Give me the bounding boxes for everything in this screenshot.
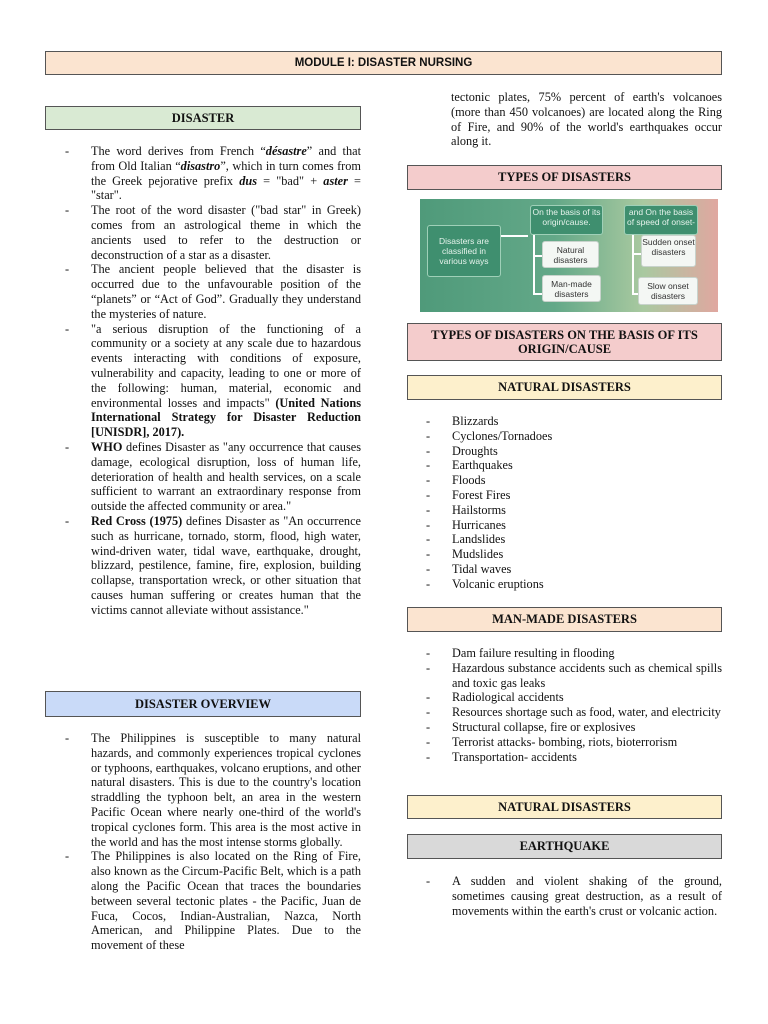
origin-cause-header: TYPES OF DISASTERS ON THE BASIS OF ITS ORIGIN/CAUSE [407,323,722,361]
list-item: - Cyclones/Tornadoes [426,429,722,444]
diagram-manmade-node: Man-made disasters [542,275,601,302]
diagram-slow-node: Slow onset disasters [638,277,698,305]
natural-disasters-header-2: NATURAL DISASTERS [407,795,722,819]
man-made-disasters-list [426,646,722,764]
list-item: - Floods [426,473,722,488]
list-item: - WHO defines Disaster as "any occurrence that causes damage, ecological disruption, loss of human life, deterioration of health and health services, on a scale sufficient to warrant an extraordinary response from outside the affected community or area." [65,440,361,514]
disaster-definition-list [65,144,361,618]
natural-disasters-header: NATURAL DISASTERS [407,375,722,400]
earthquake-header: EARTHQUAKE [407,834,722,859]
disaster-header: DISASTER [45,106,361,130]
diagram-speed-node: and On the basis of speed of onset- [624,205,698,235]
list-item: - Transportation- accidents [426,750,722,765]
list-item: - The ancient people believed that the disaster is occurred due to the unfavourable position of the “planets” or “Act of God”. Gradually they understand the mysteries of nature. [65,262,361,321]
man-made-disasters-header: MAN-MADE DISASTERS [407,607,722,632]
diagram-root-node: Disasters are classified in various ways [427,225,501,277]
list-item: - Structural collapse, fire or explosives [426,720,722,735]
list-item: - A sudden and violent shaking of the ground, sometimes causing great destruction, as a result of movements within the earth's crust or volcanic action. [426,874,722,918]
diagram-origin-node: On the basis of its origin/cause. [530,205,603,235]
list-item: - The word derives from French “désastre” and that from Old Italian “disastro”, which in turn comes from the Greek pejorative prefix dus = "bad" + aster = "star". [65,144,361,203]
list-item: - Hurricanes [426,518,722,533]
list-item: - Earthquakes [426,458,722,473]
list-item: - Red Cross (1975) defines Disaster as "An occurrence such as hurricane, tornado, storm, flood, high water, wind-driven water, tidal wave, earthquake, drought, blizzard, pestilence, famine, fire, explosion, building collapse, transportation wreck, or other situation that causes human suffering or creates human that the victims cannot alleviate without assistance." [65,514,361,618]
list-item: - Hailstorms [426,503,722,518]
diagram-natural-node: Natural disasters [542,241,599,268]
disaster-overview-header: DISASTER OVERVIEW [45,691,361,717]
module-title: MODULE I: DISASTER NURSING [45,51,722,75]
list-item: - Droughts [426,444,722,459]
list-item: - Landslides [426,532,722,547]
list-item: - Forest Fires [426,488,722,503]
diagram-sudden-node: Sudden onset disasters [641,235,696,267]
earthquake-list [426,874,722,918]
list-item: - The root of the word disaster ("bad star" in Greek) comes from an astrological theme in which the ancients used to refer to the destruction or deconstruction of a star as a disaster. [65,203,361,262]
list-item: - Dam failure resulting in flooding [426,646,722,661]
continued-paragraph: tectonic plates, 75% percent of earth's volcanoes (more than 450 volcanoes) are located along the Ring of Fire, and 90% of the world's earthquakes occur along it. [451,90,722,149]
list-item: - Tidal waves [426,562,722,577]
list-item: - Blizzards [426,414,722,429]
list-item: - Radiological accidents [426,690,722,705]
list-item: - Mudslides [426,547,722,562]
disaster-classification-diagram [420,199,718,312]
disaster-overview-list [65,731,361,953]
natural-disasters-list [426,414,722,592]
list-item: - Hazardous substance accidents such as chemical spills and toxic gas leaks [426,661,722,691]
list-item: - Terrorist attacks- bombing, riots, bioterrorism [426,735,722,750]
types-of-disasters-header: TYPES OF DISASTERS [407,165,722,190]
list-item: - "a serious disruption of the functioning of a community or a society at any scale due to hazardous events interacting with conditions of exposure, vulnerability and capacity, leading to one or more of the following: human, material, economic and environmental losses and impacts" (United Nations International Strategy for Disaster Reduction [UNISDR], 2017). [65,322,361,440]
list-item: - Resources shortage such as food, water, and electricity [426,705,722,720]
list-item: - The Philippines is susceptible to many natural hazards, and commonly experiences tropical cyclones or typhoons, earthquakes, volcano eruptions, and other natural disasters. This is due to the country's location straddling the typhoon belt, an area in the western Pacific Ocean where nearly one-third of the world's tropical cyclones form. This area is the most active in the world and has the most intense storms globally. [65,731,361,849]
list-item: - Volcanic eruptions [426,577,722,592]
list-item: - The Philippines is also located on the Ring of Fire, also known as the Circum-Pacific Belt, which is a path along the Pacific Ocean that traces the boundaries between several tectonic plates - the Pacific, Juan de Fuca, Cocos, Indian-Australian, Nazca, North American, and Philippine Plates. Due to the movement of these [65,849,361,953]
